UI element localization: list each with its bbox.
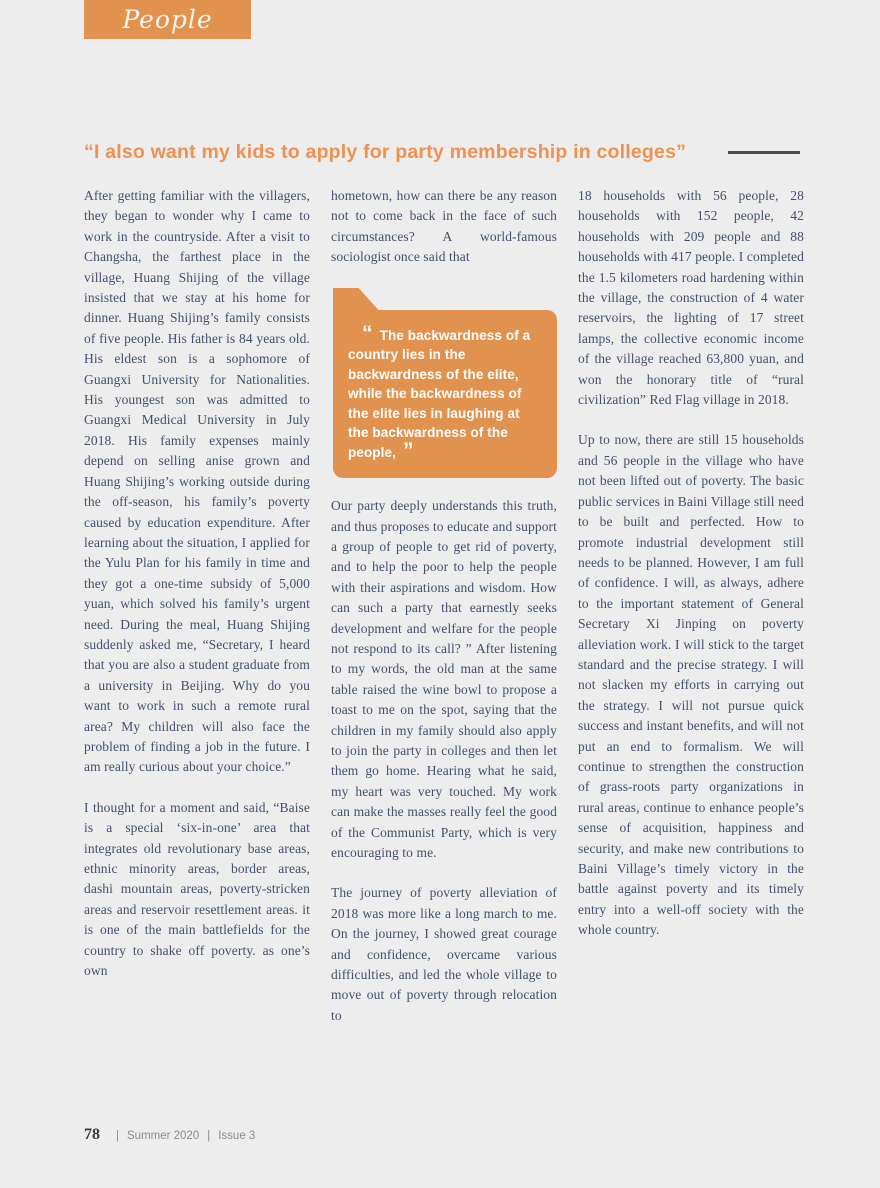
close-quote-mark: ” xyxy=(402,438,414,462)
title-rule xyxy=(728,151,800,154)
paragraph: The journey of poverty alleviation of 2018 was more like a long march to me. On the journey, I showed great courage and confidence, overcame various difficulties, and led the whole village to move out of poverty through relocation to xyxy=(331,885,557,1023)
pull-quote-box xyxy=(333,310,557,479)
article-body xyxy=(84,186,806,1046)
article-title: “I also want my kids to apply for party membership in colleges” xyxy=(84,141,687,163)
column-3 xyxy=(578,186,804,1046)
section-badge-label: People xyxy=(122,5,213,34)
footer-separator: | xyxy=(207,1130,211,1142)
column-2 xyxy=(331,186,557,1046)
page-number: 78 xyxy=(84,1126,100,1143)
paragraph: I thought for a moment and said, “Baise is a special ‘six-in-one’ area that integrates old revolutionary base areas, ethnic minority areas, border areas, dashi mountain areas, poverty-stricken areas and reservoir resettlement areas. it is one of the main battlefields for the country to shake off poverty. as one’s own xyxy=(84,799,310,979)
footer-issue: Issue 3 xyxy=(218,1130,256,1142)
paragraph: After getting familiar with the villagers, they began to wonder why I came to work in the countryside. After a visit to Changsha, the farthest place in the village, Huang Shijing of the village insisted that we stay at his home for dinner. Huang Shijing’s family consists of five people. His father is 84 years old. His eldest son is a sophomore of Guangxi University for Nationalities. His youngest son was admitted to Guangxi Medical University in July 2018. His family expenses mainly depend on selling anise grown and Huang Shijing’s working outside during the off-season, his family’s poverty caused by education expenditure. After learning about the situation, I applied for the Yulu Plan for his family in time and they got a one-time subsidy of 5,000 yuan, which solved his family’s urgent need. During the meal, Huang Shijing suddenly asked me, “Secretary, I heard that you are also a student graduate from a university in Beijing. Why do you want to work in such a remote rural area? My children will also face the problem of finding a job in the future. I am really curious about your choice.” xyxy=(84,188,310,775)
open-quote-mark: “ xyxy=(362,321,373,345)
footer-season: Summer 2020 xyxy=(127,1130,200,1142)
paragraph: 18 households with 56 people, 28 households with 152 people, 42 households with 209 people and 88 households with 417 people. I completed the 1.5 kilometers road hardening within the village, the construction of 4 water reservoirs, the lighting of 17 street lamps, the collective economic income of the village reached 63,800 yuan, and won the honorary title of “rural civilization” Red Flag village in 2018. xyxy=(578,188,804,408)
article-title-row xyxy=(84,141,806,164)
paragraph: Up to now, there are still 15 households and 56 people in the village who have not been lifted out of poverty. The basic public services in Baini Village still need to be built and perfected. How to promote industrial development still needs to be planned. However, I am full of confidence. I will, as always, adhere to the important statement of General Secretary Xi Jinping on poverty alleviation work. I will stick to the target standard and the precise strategy. I will not slacken my efforts in carrying out the strategy. I will not pursue quick success and instant benefits, and will not put an end to formalism. We will continue to strengthen the construction of grass-roots party organizations in rural areas, continue to enhance people’s sense of acquisition, happiness and security, and make new contributions to Baini Village’s timely victory in the battle against poverty and its timely entry into a well-off society with the whole country. xyxy=(578,432,804,938)
footer-meta xyxy=(116,1130,255,1142)
pull-quote-text: The backwardness of a country lies in the backwardness of the elite, while the backwardness of the elite lies in laughing at the backwardness of the people, xyxy=(348,327,531,460)
paragraph: hometown, how can there be any reason not to come back in the face of such circumstances? A world-famous sociologist once said that xyxy=(331,188,557,265)
column-1 xyxy=(84,186,310,1046)
paragraph: Our party deeply understands this truth, and thus proposes to educate and support a group of people to get rid of poverty, and to help the poor to help the people with their aspirations and wisdom. How can such a party that earnestly seeks development and welfare for the people not respond to its call? ” After listening to my words, the old man at the same table raised the wine bowl to propose a toast to me on the spot, saying that the children in my family should also apply to join the party in colleges and then let them go home. Hearing what he said, my heart was very touched. My work can make the masses really feel the good of the Communist Party, which is very encouraging to me. xyxy=(331,498,557,861)
footer-separator: | xyxy=(116,1130,119,1142)
section-badge xyxy=(84,0,251,39)
page-footer xyxy=(84,1126,255,1144)
pull-quote xyxy=(333,288,557,479)
